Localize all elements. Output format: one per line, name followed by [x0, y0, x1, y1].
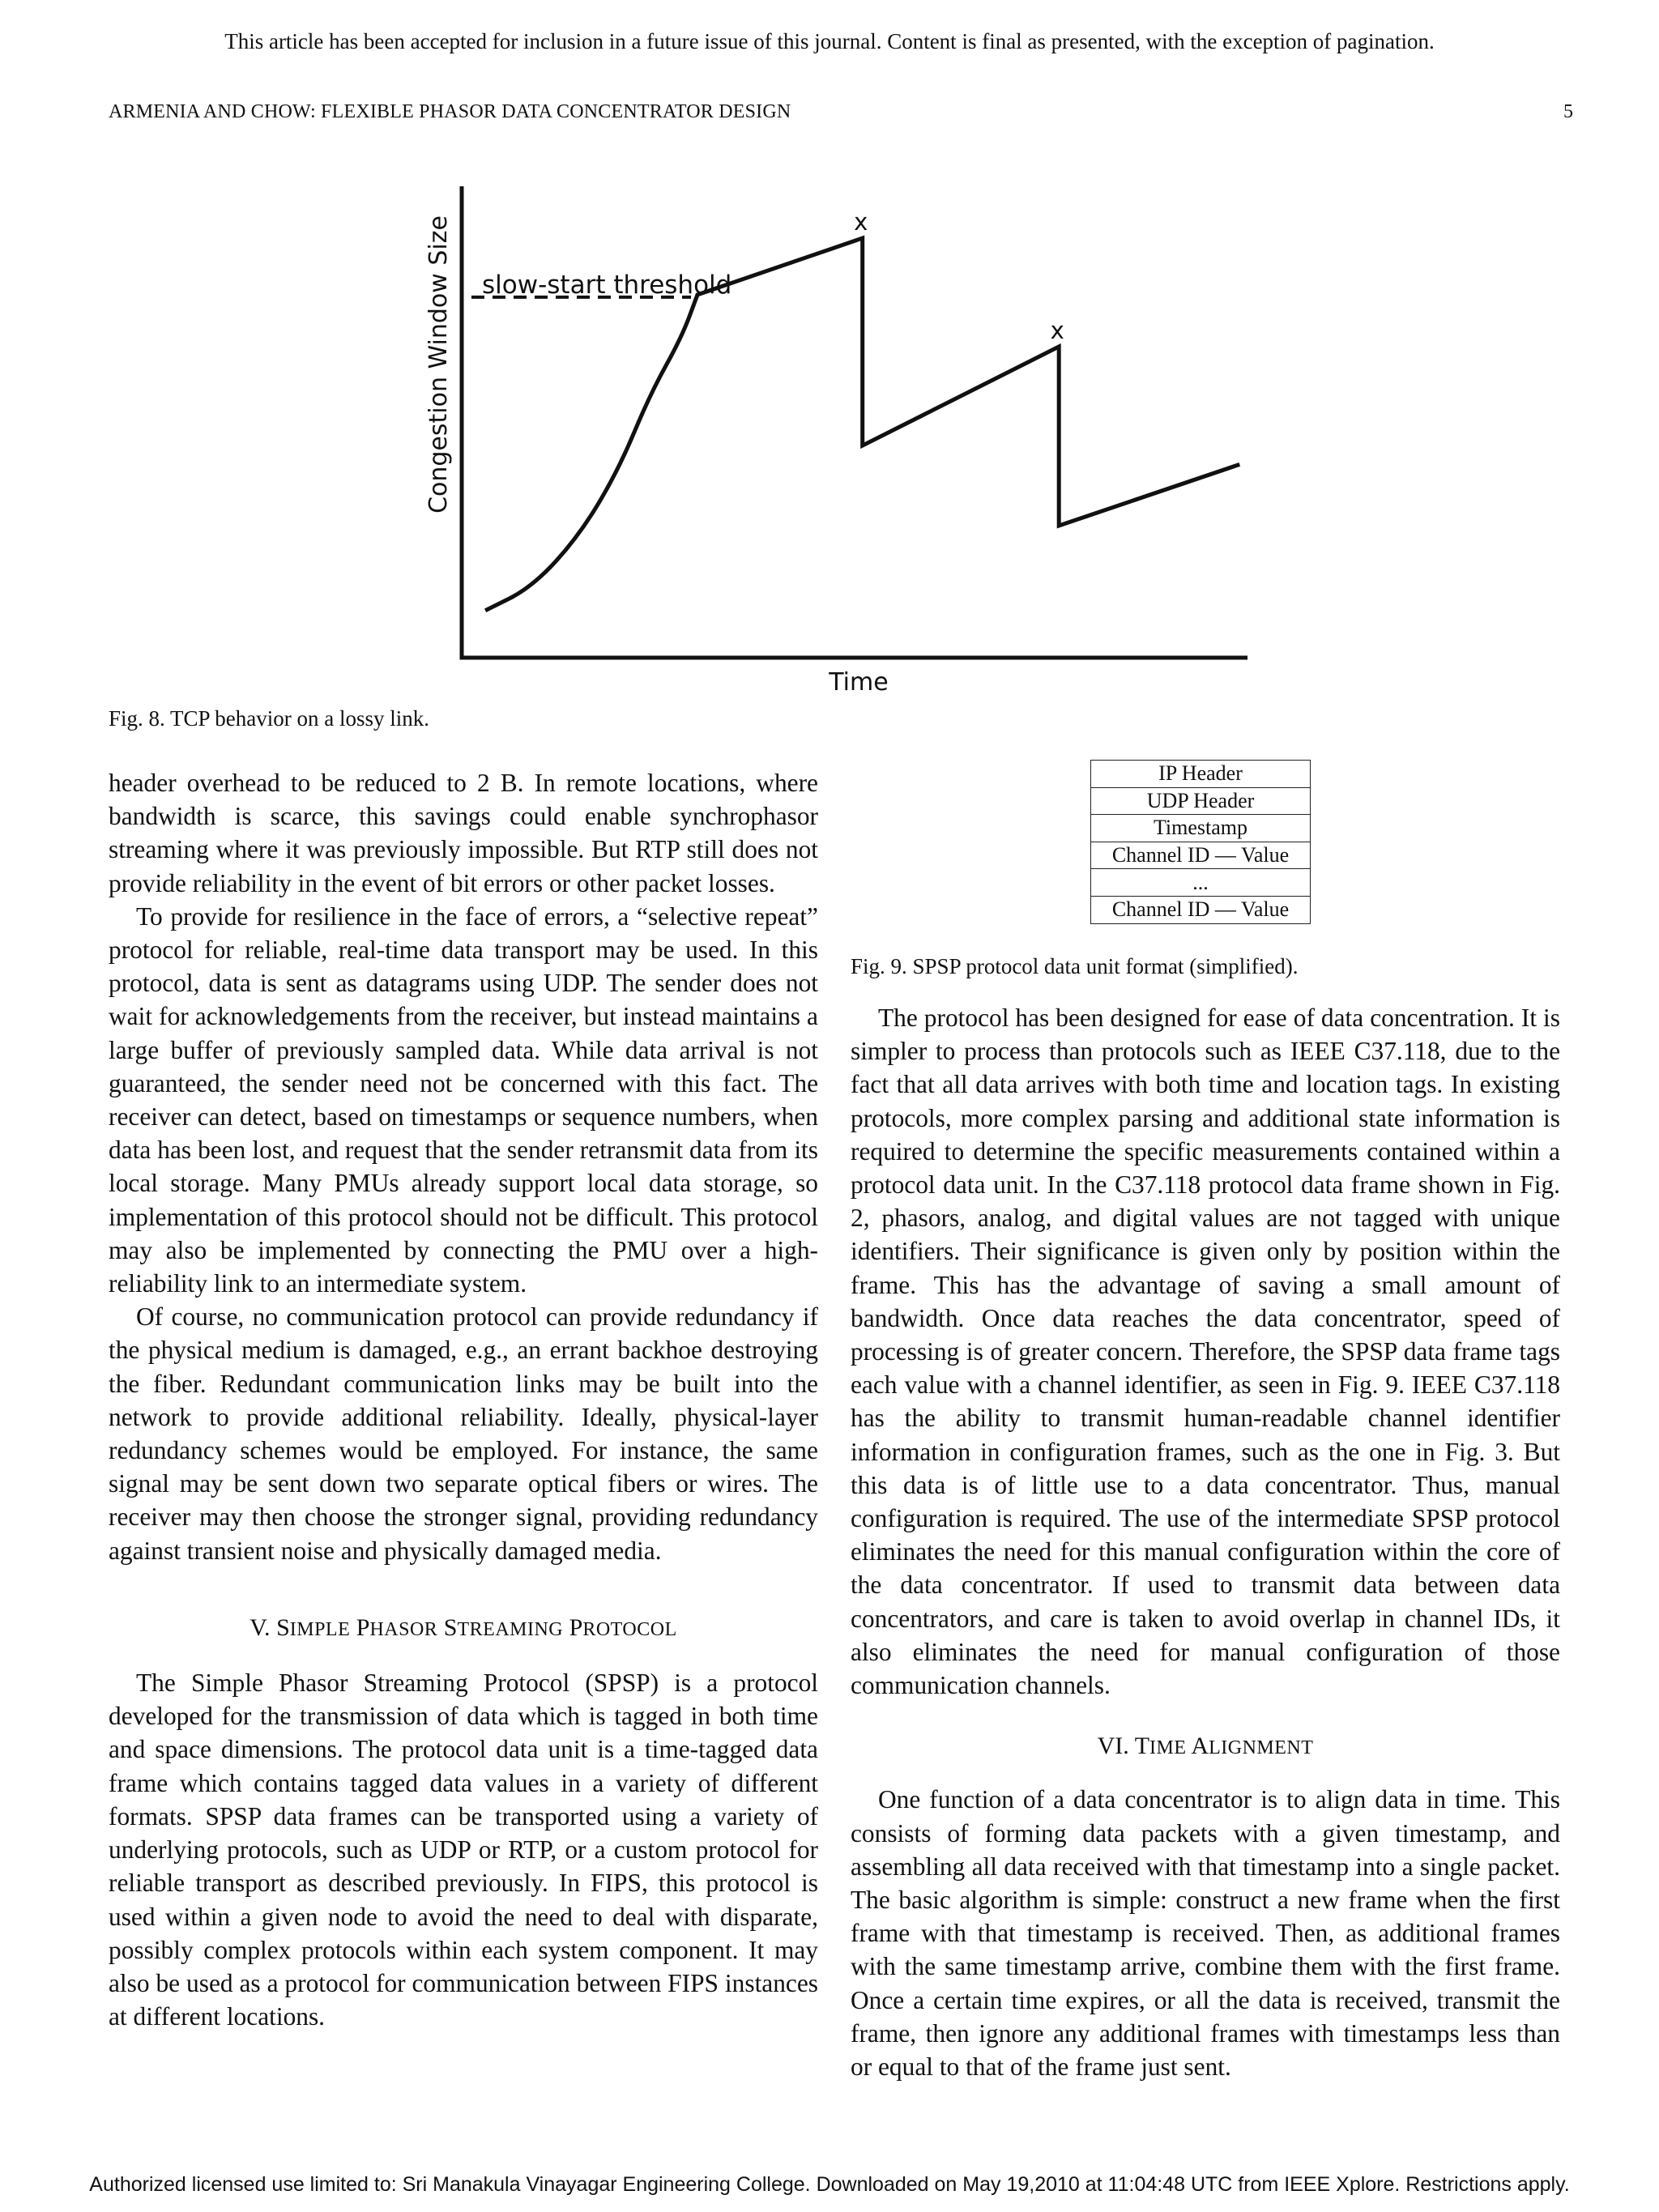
section-heading	[109, 1611, 818, 1647]
x-axis-label: Time	[829, 668, 889, 697]
fig9-pdu-table	[1090, 760, 1311, 924]
paragraph: One function of a data concentrator is to align data in time. This consists of forming data packets with a given timestamp, and assembling all data received with that timestamp into a single packet. The basic algorithm is simple: construct a new frame when the first frame with that timestamp is received. Then, as additional frames with the same timestamp arrive, combine them with the first frame. Once a certain time expires, or all the data is received, transmit the frame, then ignore any additional frames with timestamps less than or equal to that of the frame just sent.	[851, 1785, 1560, 2082]
left-column	[109, 766, 818, 2033]
fig8-chart	[413, 178, 1247, 697]
paragraph: Of course, no communication protocol can provide redundancy if the physical medium is damaged, e.g., an errant backhoe destroying the fiber. Redundant communication links may be built into the network to provide additional reliability. Ideally, physical-layer redundancy schemes would be employed. For instance, the same signal may be sent down two separate optical fibers or wires. The receiver may then choose the stronger signal, providing redundancy against transient noise and physically damaged media.	[109, 1302, 818, 1565]
page-number: 5	[1563, 101, 1573, 122]
pdu-row: IP Header	[1091, 761, 1311, 788]
chart-axes	[462, 186, 1247, 658]
pdu-row: ...	[1091, 869, 1311, 897]
pdu-row: UDP Header	[1091, 787, 1311, 815]
loss-marker-1: x	[854, 208, 868, 237]
paragraph: The protocol has been designed for ease of data concentration. It is simpler to process than protocols such as IEEE C37.118, due to the fact that all data arrives with both time and location tags. In existing protocols, more complex parsing and additional state information is required to determine the specific measurements contained within a protocol data unit. In the C37.118 protocol data frame shown in Fig. 2, phasors, analog, and digital values are not tagged with unique identifiers. Their significance is given only by position within the frame. This has the advantage of saving a small amount of bandwidth. Once data reaches the data concentrator, speed of processing is of greater concern. Therefore, the SPSP data frame tags each value with a channel identifier, as seen in Fig. 9. IEEE C37.118 has the ability to transmit human-readable channel identifier information in configuration frames, such as the one in Fig. 3. But this data is of little use to a data concentrator. Thus, manual configuration is required. The use of the intermediate SPSP protocol eliminates the need for this manual configuration within the core of the data concentrator. If used to transmit data between data concentrators, and care is taken to avoid overlap in channel IDs, it also eliminates the need for manual configuration of those communication channels.	[851, 1004, 1560, 1700]
pdu-row: Timestamp	[1091, 815, 1311, 842]
acceptance-notice: This article has been accepted for inclusion in a future issue of this journal. Content is final as presented, with the exception of pagination.	[224, 29, 1435, 53]
threshold-label: slow-start threshold	[482, 271, 732, 300]
section-title: TIME ALIGNMENT	[1134, 1733, 1314, 1760]
pdu-row: Channel ID — Value	[1091, 842, 1311, 869]
pdu-row: Channel ID — Value	[1091, 896, 1311, 923]
y-axis-label: Congestion Window Size	[424, 215, 453, 514]
paragraph: header overhead to be reduced to 2 B. In remote locations, where bandwidth is scarce, this savings could enable synchrophasor streaming where it was previously impossible. But RTP still does not provide reliability in the event of bit errors or other packet losses.	[109, 769, 818, 897]
paragraph: To provide for resilience in the face of errors, a “selective repeat” protocol for reliable, real-time data transport may be used. In this protocol, data is sent as datagrams using UDP. The sender does not wait for acknowledgements from the receiver, but instead maintains a large buffer of previously sampled data. While data arrival is not guaranteed, the sender need not be concerned with this fact. The receiver can detect, based on timestamps or sequence numbers, when data has been lost, and request that the sender retransmit data from its local storage. Many PMUs already support local data storage, so implementation of this protocol should not be difficult. This protocol may also be implemented by connecting the PMU over a high-reliability link to an intermediate system.	[109, 901, 818, 1298]
fig9-caption: Fig. 9. SPSP protocol data unit format (simplified).	[851, 954, 1299, 978]
section-number: VI.	[1097, 1733, 1129, 1760]
right-column	[851, 1001, 1560, 2083]
loss-marker-2: x	[1050, 316, 1064, 344]
section-number: V.	[249, 1613, 271, 1641]
paragraph: The Simple Phasor Streaming Protocol (SPSP) is a protocol developed for the transmission of data which is tagged in both time and space dimensions. The protocol data unit is a time-tagged data frame which contains tagged data values in a variety of different formats. SPSP data frames can be transported using a variety of underlying protocols, such as UDP or RTP, or a custom protocol for reliable transport as described previously. In FIPS, this protocol is used within a given node to avoid the need to deal with disparate, possibly complex protocols within each system component. It may also be used as a protocol for communication between FIPS instances at different locations.	[109, 1669, 818, 2031]
section-heading	[851, 1729, 1560, 1765]
section-title: SIMPLE PHASOR STREAMING PROTOCOL	[276, 1613, 677, 1641]
running-head: ARMENIA AND CHOW: FLEXIBLE PHASOR DATA CONCENTRATOR DESIGN	[109, 101, 791, 122]
fig8-caption: Fig. 8. TCP behavior on a lossy link.	[109, 706, 430, 731]
license-footer: Authorized licensed use limited to: Sri Manakula Vinayagar Engineering College. Downloaded on May 19,2010 at 11:04:48 UTC from IEEE Xplore. Restrictions apply.	[89, 2173, 1570, 2196]
